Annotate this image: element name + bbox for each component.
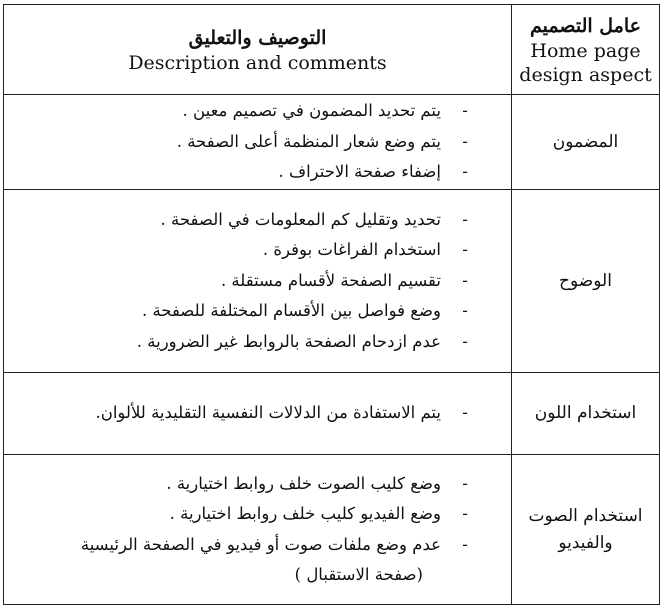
aspect-label: استخدام اللون [534,403,637,423]
list-item [4,157,511,188]
list-item-text: تحديد وتقليل كم المعلومات في الصفحة . [160,209,441,229]
list-item-text: يتم تحديد المضمون في تصميم معين . [182,101,441,121]
dash-bullet: - [462,101,468,121]
list-item [4,499,511,530]
list-item-text-continuation: (صفحة الاستقبال ) [294,565,423,584]
list-item [4,266,511,297]
list-item [4,398,511,429]
list-item [4,530,511,591]
header-description-cell [4,5,512,95]
table-row-clarity [4,190,660,373]
description-cell [4,455,512,605]
dash-bullet: - [462,240,468,260]
aspect-cell [512,95,660,190]
aspect-label: المضمون [552,131,619,152]
description-cell [4,190,512,373]
description-cell [4,373,512,455]
dash-bullet: - [462,301,468,321]
list-item-text: إضفاء صفحة الاحتراف . [278,162,441,182]
header-aspect-english-line1: Home page [530,39,641,62]
dash-bullet: - [462,403,468,423]
list-item-text: عدم ازدحام الصفحة بالروابط غير الضرورية . [136,331,441,351]
list-item-text: يتم وضع شعار المنظمة أعلى الصفحة . [176,131,441,151]
header-description-english: Description and comments [128,51,387,74]
dash-bullet: - [462,131,468,151]
list-item-text: وضع فواصل بين الأقسام المختلفة للصفحة . [141,301,441,321]
list-item-text: يتم الاستفادة من الدلالات النفسية التقليدية للألوان. [95,403,441,423]
description-cell [4,95,512,190]
header-description-arabic: التوصيف والتعليق [188,26,327,49]
header-aspect-arabic: عامل التصميم [530,14,641,37]
dash-bullet: - [462,209,468,229]
list-item-text: استخدام الفراغات بوفرة . [262,240,441,260]
bullet-list [4,205,511,358]
table-row-color [4,373,660,455]
list-item [4,296,511,327]
list-item [4,205,511,236]
dash-bullet: - [462,162,468,182]
list-item [4,96,511,127]
aspect-cell [512,373,660,455]
aspect-label-line2: والفيديو [558,532,613,553]
dash-bullet: - [462,534,468,554]
bullet-list [4,96,511,188]
header-aspect-cell [512,5,660,95]
list-item [4,127,511,158]
header-row [4,5,660,95]
table-row-content [4,95,660,190]
aspect-label: الوضوح [559,270,612,291]
list-item-text: وضع الفيديو كليب خلف روابط اختيارية . [169,504,441,523]
aspect-cell [512,455,660,605]
design-aspects-table [3,4,660,605]
list-item [4,235,511,266]
list-item-text: وضع كليب الصوت خلف روابط اختيارية . [166,473,441,493]
dash-bullet: - [462,473,468,493]
dash-bullet: - [462,331,468,351]
bullet-list [4,469,511,591]
table-row-sound-video [4,455,660,605]
dash-bullet: - [462,270,468,290]
header-aspect-english-line2: design aspect [519,63,652,86]
dash-bullet: - [462,504,468,523]
list-item-text: عدم وضع ملفات صوت أو فيديو في الصفحة الرئيسية [80,534,441,554]
list-item [4,327,511,358]
bullet-list [4,398,511,429]
aspect-cell [512,190,660,373]
list-item-text: تقسيم الصفحة لأقسام مستقلة . [220,270,441,290]
aspect-label-line1: استخدام الصوت [528,505,643,526]
list-item [4,469,511,500]
